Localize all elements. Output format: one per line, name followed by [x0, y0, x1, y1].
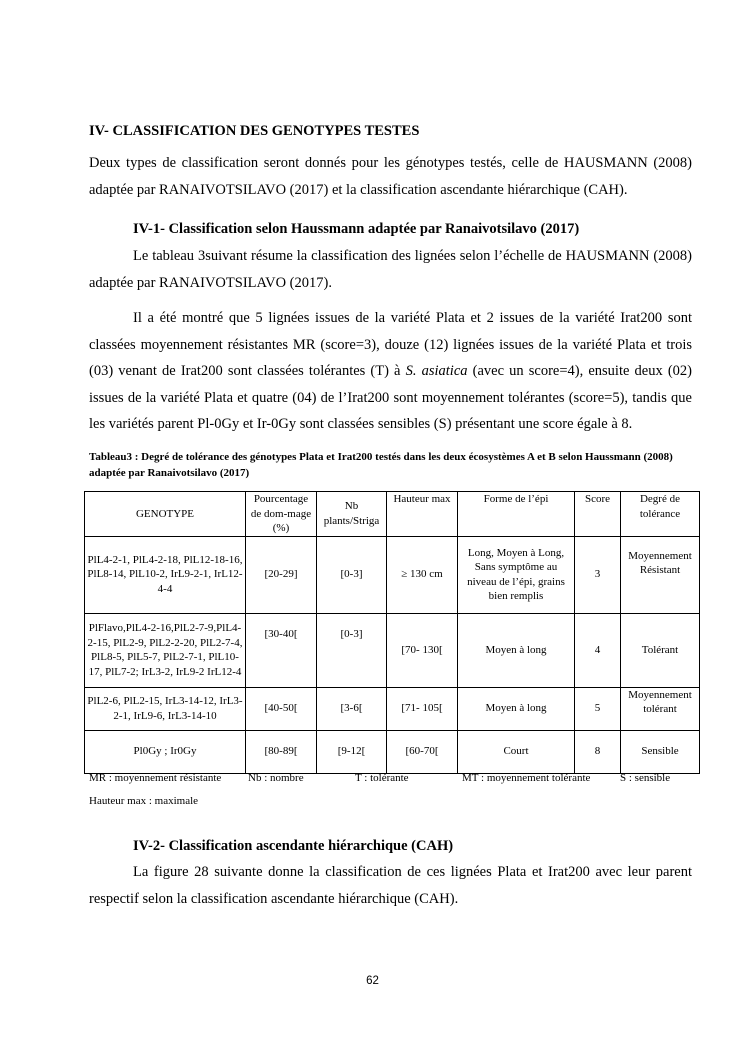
- section-title: IV- CLASSIFICATION DES GENOTYPES TESTES: [89, 123, 420, 139]
- header-ear-shape: Forme de l’épi: [458, 492, 575, 537]
- cell-genotype: PlFlavo,PlL4-2-16,PlL2-7-9,PlL4-2-15, PlL2-9, PlL2-2-20, PlL2-7-4, PlL8-5, PlL5-7, PlL2-7-1, PlL10-17, PlL7-2; IrL3-2, IrL9-2 IrL12-4: [85, 613, 246, 687]
- subsection-1-title: IV-1- Classification selon Haussmann adaptée par Ranaivotsilavo (2017): [133, 221, 580, 237]
- cell-tolerance: Moyennement tolérant: [621, 687, 700, 730]
- subsection-1-paragraph-2: [89, 305, 692, 438]
- header-tolerance: Degré de tolérance: [621, 492, 700, 537]
- table-row: [85, 613, 700, 687]
- cell-genotype: Pl0Gy ; Ir0Gy: [85, 730, 246, 773]
- cell-score: 4: [575, 613, 621, 687]
- header-height: Hauteur max: [387, 492, 458, 537]
- cell-damage: [30-40[: [246, 613, 317, 687]
- cell-damage: [80-89[: [246, 730, 317, 773]
- cell-tolerance: Tolérant: [621, 613, 700, 687]
- cell-ear-shape: Moyen à long: [458, 613, 575, 687]
- cell-score: 5: [575, 687, 621, 730]
- paragraph-2-text-a: Il a été montré que 5 lignées issues de la variété Plata et 2 issues de la variété Irat200 sont classées moyennement résistantes MR (score=3), douze (12) lignées issues de la variété Plata et trois (03) venant de Irat200 sont classées tolérantes (T) à: [89, 310, 692, 379]
- cell-genotype: PlL2-6, PlL2-15, IrL3-14-12, IrL3-2-1, IrL9-6, IrL3-14-10: [85, 687, 246, 730]
- cell-damage: [20-29]: [246, 536, 317, 613]
- cell-plants: [3-6[: [317, 687, 387, 730]
- legend-mt: MT : moyennement tolérante: [462, 772, 591, 784]
- subsection-1-paragraph-1: Le tableau 3suivant résume la classification des lignées selon l’échelle de HAUSMANN (2008) adaptée par RANAIVOTSILAVO (2017).: [89, 248, 692, 291]
- legend-nb: Nb : nombre: [248, 772, 304, 784]
- intro-paragraph: Deux types de classification seront donnés pour les génotypes testés, celle de HAUSMANN (2008) adaptée par RANAIVOTSILAVO (2017) et la classification ascendante hiérarchique (CAH).: [89, 155, 692, 198]
- cell-tolerance: Moyennement Résistant: [621, 536, 700, 613]
- table-row: [85, 536, 700, 613]
- page-number: 62: [366, 975, 379, 987]
- cell-height: [60-70[: [387, 730, 458, 773]
- header-score: Score: [575, 492, 621, 537]
- species-name: S. asiatica: [405, 363, 468, 379]
- table-row: [85, 730, 700, 773]
- header-genotype: GENOTYPE: [85, 492, 246, 537]
- legend-s: S : sensible: [620, 772, 671, 784]
- cell-score: 8: [575, 730, 621, 773]
- cell-height: [70- 130[: [387, 613, 458, 687]
- legend-hauteur: Hauteur max : maximale: [89, 795, 199, 807]
- cell-height: ≥ 130 cm: [387, 536, 458, 613]
- header-damage: Pourcentage de dom-mage (%): [246, 492, 317, 537]
- cell-ear-shape: Moyen à long: [458, 687, 575, 730]
- cell-plants: [9-12[: [317, 730, 387, 773]
- cell-plants: [0-3]: [317, 613, 387, 687]
- cell-damage: [40-50[: [246, 687, 317, 730]
- cell-height: [71- 105[: [387, 687, 458, 730]
- cell-ear-shape: Long, Moyen à Long, Sans symptôme au niveau de l’épi, grains bien remplis: [458, 536, 575, 613]
- tolerance-table: [84, 491, 700, 774]
- cell-tolerance: Sensible: [621, 730, 700, 773]
- cell-genotype: PlL4-2-1, PlL4-2-18, PlL12-18-16, PlL8-14, PlL10-2, IrL9-2-1, IrL12-4-4: [85, 536, 246, 613]
- cell-ear-shape: Court: [458, 730, 575, 773]
- cell-score: 3: [575, 536, 621, 613]
- subsection-2-paragraph: La figure 28 suivante donne la classification de ces lignées Plata et Irat200 avec leur parent respectif selon la classification ascendante hiérarchique (CAH).: [89, 864, 692, 907]
- subsection-2-title: IV-2- Classification ascendante hiérarchique (CAH): [133, 838, 454, 854]
- table-caption: Tableau3 : Degré de tolérance des génotypes Plata et Irat200 testés dans les deux écosystèmes A et B selon Haussmann (2008) adaptée par Ranaivotsilavo (2017): [89, 451, 673, 479]
- legend-mr: MR : moyennement résistante: [89, 772, 222, 784]
- paragraph-2-text-b: (avec un score=4), ensuite deux (02) issues de la variété Plata et quatre (04) de l’Irat200 sont moyennement tolérantes (score=5), tandis que les variétés parent Pl-0Gy et Ir-0Gy sont classées sensibles (S) présentant une score égale à 8.: [89, 363, 692, 432]
- table-header-row: [85, 492, 700, 537]
- table-row: [85, 687, 700, 730]
- cell-plants: [0-3]: [317, 536, 387, 613]
- legend-t: T : tolérante: [355, 772, 409, 784]
- header-plants-striga: Nb plants/Striga: [317, 492, 387, 537]
